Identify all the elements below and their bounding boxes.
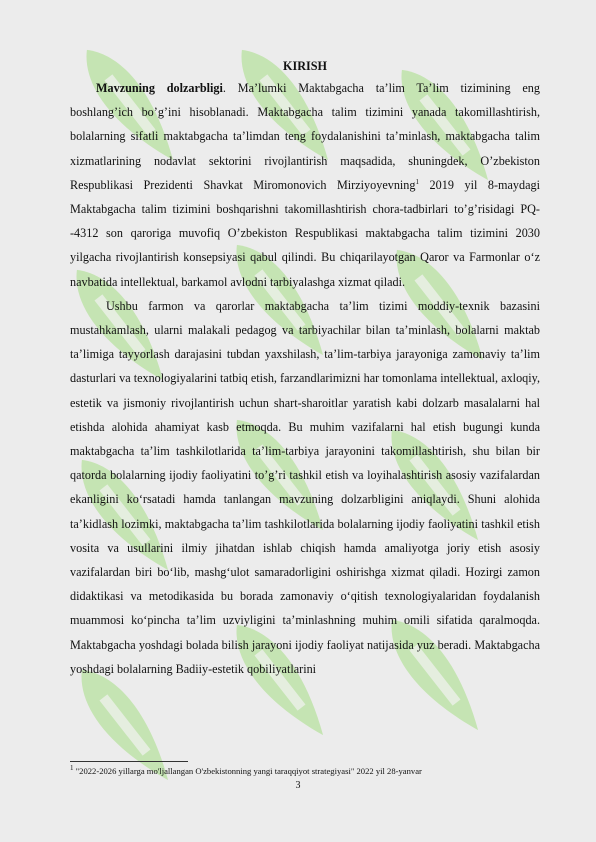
footnote (70, 766, 540, 777)
page-title: KIRISH (282, 59, 328, 73)
paragraph-2: Ushbu farmon va qarorlar maktabgacha ta’lim tizimi moddiy-texnik bazasini mustahkamlash, ularni malakali pedagog va tarbiyachilar bilan ta’minlash, bolalarni maktab ta’limiga tayyorlash darajasini tubdan yaxshilash, ta’lim-tarbiya jarayoniga zamonaviy ta’lim dasturlari va texnologiyalarini tatbiq etish, farzandlarimizni har tomonlama intellektual, axloqiy, estetik va jismoniy rivojlantirish uchun shart-sharoitlar yaratish kabi dolzarb masalalarni hal etishda alohida ahamiyat kasb etmoqda. Bu muhim vazifalarni hal etish bugungi kunda maktabgacha ta’lim tashkilotlarida ta’lim-tarbiya jarayonini takomillashtirish, shu bilan bir qatorda bolalarning ijodiy faoliyatini to’g’ri tashkil etish va loyihalashtirish asosiy vazifalardan ekanligini ko‘rsatadi hamda tanlangan mavzuning dolzarbligini aniqlaydi. Shuni alohida ta’kidlash lozimki, maktabgacha ta’lim tashkilotlarida bolalarning ijodiy faoliyatini tashkil etish vosita va usullarini ilmiy jihatdan ishlab chiqish hamda amaliyotga joriy etish asosiy vazifalardan biri bo‘lib, mashg‘ulot samaradorligini oshirishga xizmat qiladi. Hozirgi zamon didaktikasi va metodikasida bu borada zamonaviy o‘qitish texnologiyalaridan foydalanish muammosi ko‘pincha ta’lim uzviyligini ta’minlashning muhim omili sifatida qaralmoqda. Maktabgacha yoshdagi bolada bilish jarayoni ijodiy faoliyat natijasida yuz beradi. Maktabgacha yoshdagi bolalarning Badiiy-estetik qobiliyatlarini (70, 298, 540, 676)
paragraph-1 (70, 76, 540, 294)
page-number: 3 (295, 780, 301, 791)
document-body (70, 56, 540, 681)
footnote-mark: 1 (70, 764, 74, 773)
paragraph-lead: Mavzuning dolzarbligi (96, 81, 223, 95)
footnote-text: "2022-2026 yillarga mo'ljallangan O'zbekistonning yangi taraqqiyot strategiyasi" 2022 yil 28-yanvar (73, 766, 422, 776)
paragraph-1-text-a: . Ma’lumki Maktabgacha ta’lim Ta’lim tizimining eng boshlang’ich bo’g’ini hisoblanadi. Maktabgacha talim tizimini yanada takomillashtirish, bolalarning sifatli maktabgacha ta’limdan teng foydalanishini ta’minlash, maktabgacha talim xizmatlarining nodavlat sektorini rivojlantirish maqsadida, shuningdek, O’zbekiston Respublikasi Prezidenti Shavkat Miromonovich Mirziyoyevning (70, 81, 540, 192)
footnote-divider (70, 761, 188, 762)
paragraph-1-text-b: 2019 yil 8-maydagi Maktabgacha talim tizimini boshqarishni takomillashtirish chora-tadbirlari to’g’risidagi PQ--4312 son qaroriga muvofiq O’zbekiston Respublikasi maktabgacha talim tizimini 2030 yilgacha rivojlantirish konsepsiyasi qabul qilindi. Bu chiqarilayotgan Qaror va Farmonlar o‘z navbatida intellektual, barkamol avlodni tarbiyalashga xizmat qiladi. (70, 177, 541, 289)
footnote-reference[interactable]: 1 (415, 177, 419, 186)
